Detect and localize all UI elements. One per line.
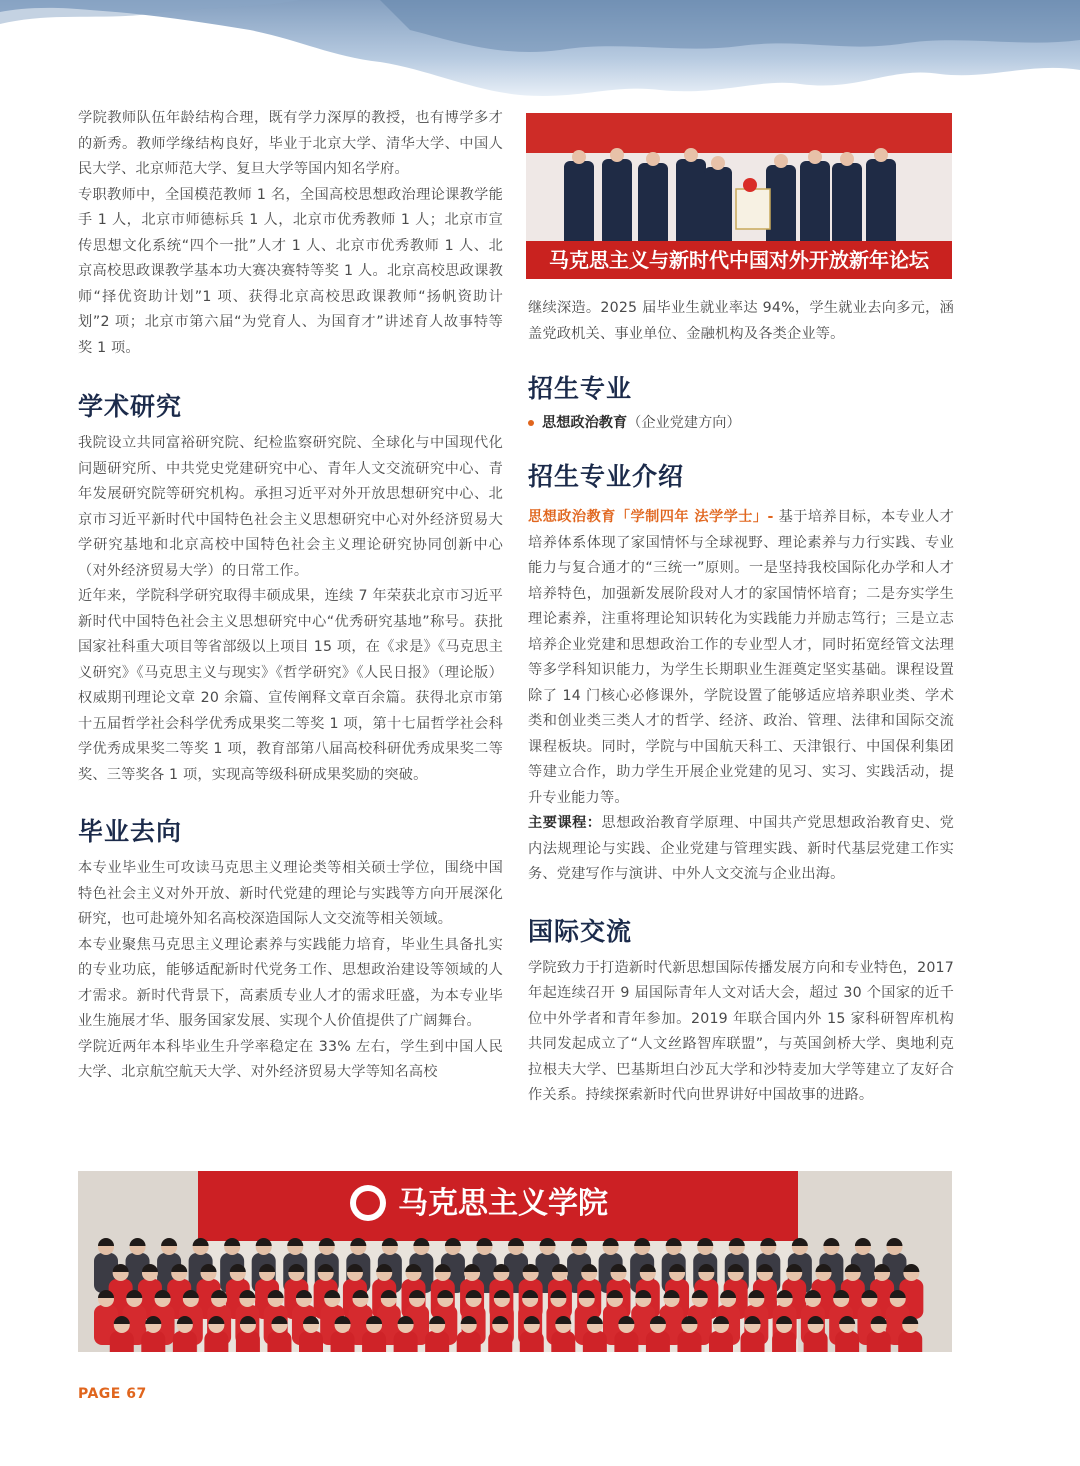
bullet-dot-icon (528, 420, 534, 426)
major-intro-heading: 招生专业介绍 (528, 462, 685, 491)
courses-body: 思想政治教育学原理、中国共产党思想政治教育史、党内法规理论与实践、企业党建与管理实践、新时代基层党建工作实务、党建写作与演讲、中外人文交流与企业出海。 (528, 815, 954, 882)
research-paragraph-2: 近年来，学院科学研究取得丰硕成果，连续 7 年荣获北京市习近平新时代中国特色社会主义思想研究中心“优秀研究基地”称号。获批国家社科重大项目等省部级以上项目 15 项，在《求是》《马克思主义研究》《马克思主义与现实》《哲学研究》《人民日报》（理论版）权威期刊理论文章 20 余篇、宣传阐释文章百余篇。获得北京市第十五届哲学社会科学优秀成果奖二等奖 1 项，第十七届哲学社会科学优秀成果奖二等奖 1 项，教育部第八届高校科研优秀成果奖二等奖、三等奖各 1 项，实现高等级科研成果奖励的突破。 (78, 588, 503, 783)
graduation-paragraph-3: 学院近两年本科毕业生升学率稳定在 33% 左右，学生到中国人民大学、北京航空航天大学、对外经济贸易大学等知名高校 (78, 1038, 503, 1080)
top-watercolor-decoration (0, 0, 1080, 110)
major-intro-paragraph (528, 505, 954, 811)
graduation-heading: 毕业去向 (78, 817, 183, 846)
faculty-paragraph-1: 学院教师队伍年龄结构合理，既有学力深厚的教授，也有博学多才的新秀。教师学缘结构良好，毕业于北京大学、清华大学、中国人民大学、北京师范大学、复旦大学等国内知名学府。 (78, 110, 503, 177)
courses-paragraph (528, 811, 954, 888)
major-heading: 招生专业 (528, 374, 633, 403)
courses-label: 主要课程： (528, 815, 602, 831)
forum-photo (526, 113, 952, 279)
left-column (78, 106, 503, 1086)
major-intro-lead: 思想政治教育「学制四年 法学学士」- (528, 509, 774, 525)
right-column (528, 296, 954, 1109)
faculty-paragraph-2: 专职教师中，全国模范教师 1 名，全国高校思想政治理论课教学能手 1 人，北京市师德标兵 1 人，北京市优秀教师 1 人；北京市宣传思想文化系统“四个一批”人才 1 人、北京市优秀教师 1 人、北京高校思政课教学基本功大赛决赛特等奖 1 人。北京高校思政课教师“择优资助计划”1 项、获得北京高校思政课教师“扬帆资助计划”2 项；北京市第六届“为党育人、为国育才”讲述育人故事特等奖 1 项。 (78, 186, 503, 356)
research-heading: 学术研究 (78, 392, 183, 421)
group-photo (78, 1171, 952, 1352)
page-number: PAGE 67 (78, 1386, 147, 1402)
graduation-paragraph-2: 本专业聚焦马克思主义理论素养与实践能力培育，毕业生具备扎实的专业功底，能够适配新时代党务工作、思想政治建设等领域的人才需求。新时代背景下，高素质专业人才的需求旺盛，为本专业毕业生施展才华、服务国家发展、实现个人价值提供了广阔舞台。 (78, 936, 503, 1029)
international-paragraph: 学院致力于打造新时代新思想国际传播发展方向和专业特色，2017 年起连续召开 9 届国际青年人文对话大会，超过 30 个国家的近千位中外学者和青年参加。2019 年联合国内外 15 家科研智库机构共同发起成立了“人文丝路智库联盟”，与英国剑桥大学、奥地利克拉根夫大学、巴基斯坦白沙瓦大学和沙特麦加大学等建立了友好合作关系。持续探索新时代向世界讲好中国故事的进路。 (528, 959, 954, 1103)
graduation-continued: 继续深造。2025 届毕业生就业率达 94%，学生就业去向多元，涵盖党政机关、事业单位、金融机构及各类企业等。 (528, 300, 954, 342)
major-direction: （企业党建方向） (627, 415, 741, 431)
group-banner-text: 马克思主义学院 (398, 1186, 608, 1221)
major-intro-body: 基于培养目标，本专业人才培养体系体现了家国情怀与全球视野、理论素养与力行实践、专业能力与复合通才的“三统一”原则。一是坚持我校国际化办学和人才培养特色，加强新发展阶段对人才的家国情怀培育；二是夯实学生理论素养，注重将理论知识转化为实践能力并励志笃行；三是立志培养企业党建和思想政治工作的专业型人才，同时拓宽经管文法理等多学科知识能力，为学生长期职业生涯奠定坚实基础。课程设置除了 14 门核心必修课外，学院设置了能够适应培养职业类、学术类和创业类三类人才的哲学、经济、政治、管理、法律和国际交流课程板块。同时，学院与中国航天科工、天津银行、中国保利集团等建立合作，助力学生开展企业党建的见习、实习、实践活动，提升专业能力等。 (528, 509, 954, 806)
graduation-paragraph-1: 本专业毕业生可攻读马克思主义理论类等相关硕士学位，围绕中国特色社会主义对外开放、新时代党建的理论与实践等方向开展深化研究，也可赴境外知名高校深造国际人文交流等相关领域。 (78, 860, 503, 927)
research-paragraph-1: 我院设立共同富裕研究院、纪检监察研究院、全球化与中国现代化问题研究所、中共党史党建研究中心、青年人文交流研究中心、青年发展研究院等研究机构。承担习近平对外开放思想研究中心、北京市习近平新时代中国特色社会主义思想研究中心对外经济贸易大学研究基地和北京高校中国特色社会主义理论研究协同创新中心（对外经济贸易大学）的日常工作。 (78, 435, 503, 579)
international-heading: 国际交流 (528, 916, 633, 946)
major-name: 思想政治教育 (542, 415, 628, 431)
forum-banner-text: 马克思主义与新时代中国对外开放新年论坛 (549, 248, 929, 272)
major-list-item (528, 411, 954, 435)
